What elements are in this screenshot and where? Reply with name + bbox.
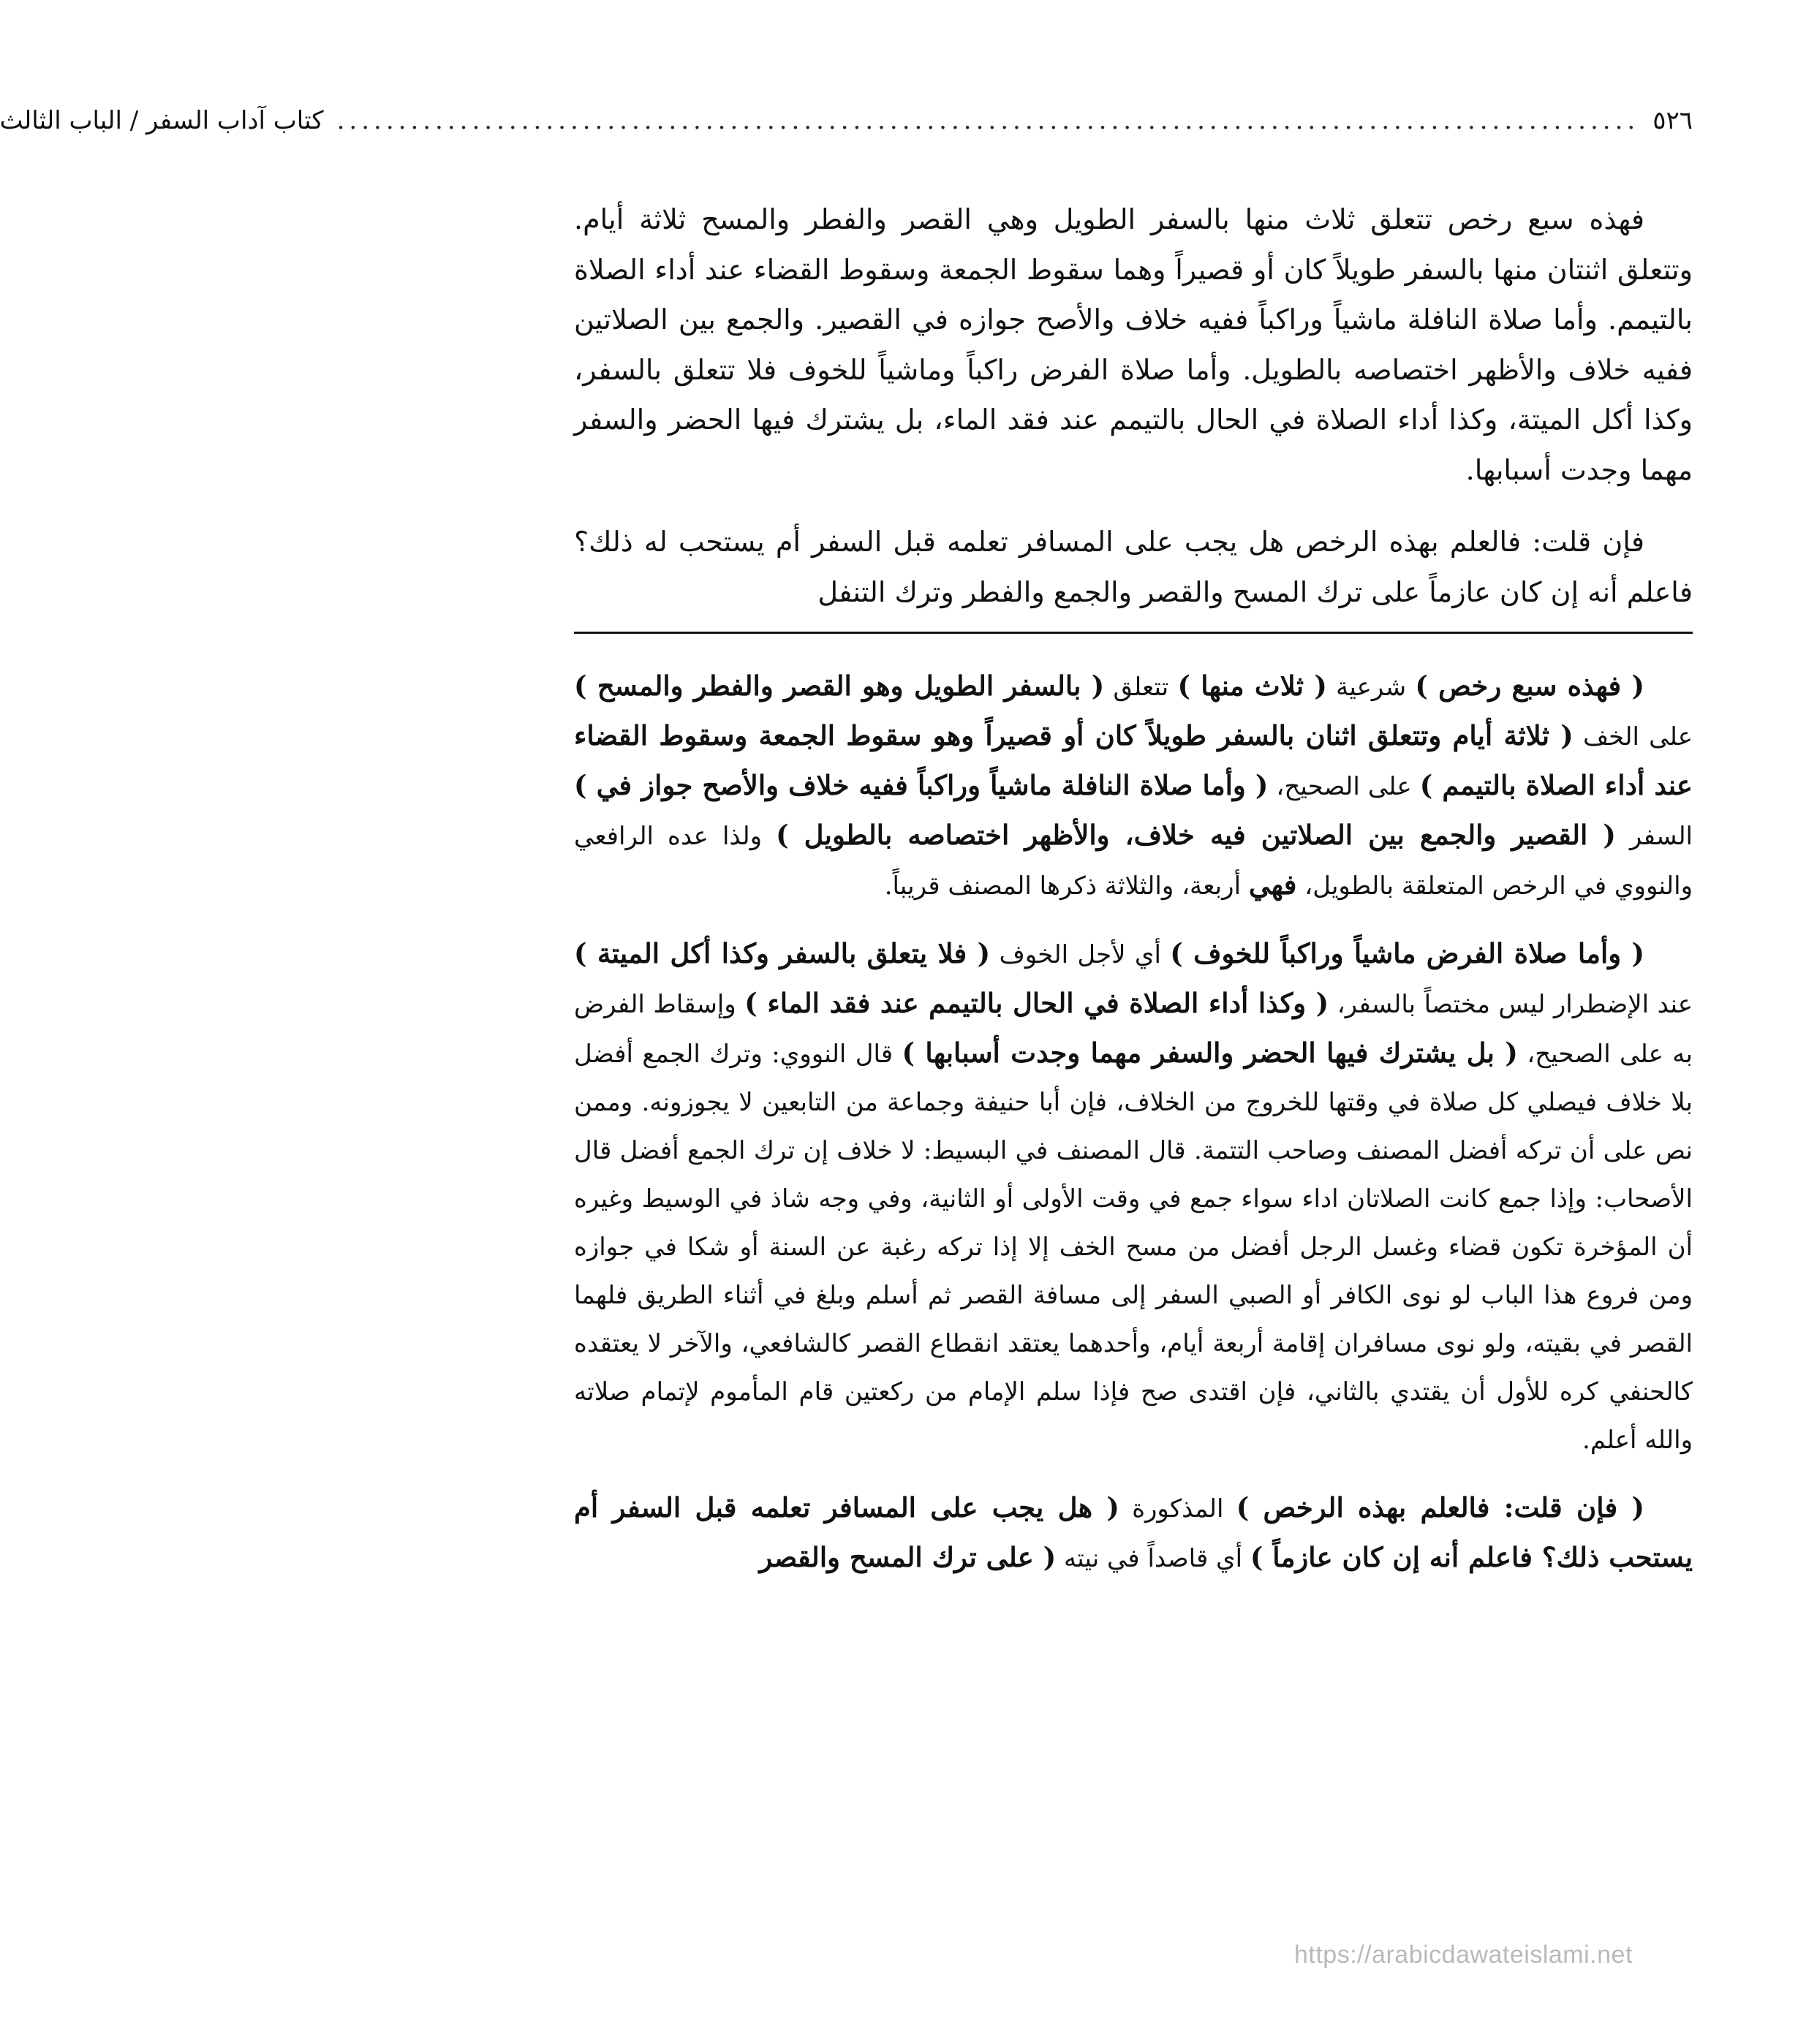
quoted-text: ( بل يشترك فيها الحضر والسفر مهما وجدت أسبابها ) bbox=[902, 1037, 1518, 1069]
running-title: كتاب آداب السفر / الباب الثالث bbox=[0, 106, 324, 135]
quoted-text: ( فإن قلت: فالعلم بهذه الرخص ) bbox=[1236, 1491, 1644, 1523]
quoted-text: ( على ترك المسح والقصر bbox=[759, 1541, 1057, 1573]
quoted-text: ( وأما صلاة الفرض ماشياً وراكباً للخوف ) bbox=[1170, 937, 1644, 969]
commentary-paragraph-2 bbox=[574, 929, 1693, 1464]
main-paragraph-2: فإن قلت: فالعلم بهذه الرخص هل يجب على المسافر تعلمه قبل السفر أم يستحب له ذلك؟ فاعلم أنه إن كان عازماً على ترك المسح والقصر والجمع والفطر وترك التنفل bbox=[574, 526, 1693, 608]
commentary bbox=[574, 662, 1693, 1583]
gloss-text: عند الإضطرار ليس مختصاً بالسفر، bbox=[1329, 990, 1693, 1019]
gloss-text: على الصحيح، bbox=[1268, 772, 1420, 801]
quoted-text: ( فهذه سبع رخص ) bbox=[1415, 670, 1645, 702]
page-header bbox=[0, 95, 1693, 146]
gloss-text: أي لأجل الخوف bbox=[990, 940, 1171, 969]
quoted-text: ( بالسفر الطويل وهو القصر والفطر والمسح ) bbox=[574, 670, 1105, 702]
quoted-text: ( ثلاثة أيام وتتعلق اثنان بالسفر طويلاً كان أو قصيراً وهو سقوط الجمعة وسقوط القضاء عند أداء الصلاة بالتيمم ) bbox=[574, 719, 1693, 801]
quoted-text: ( وكذا أداء الصلاة في الحال بالتيمم عند فقد الماء ) bbox=[744, 987, 1329, 1019]
page-number: ٥٢٦ bbox=[1652, 106, 1693, 135]
website-watermark: https://arabicdawateislami.net bbox=[1294, 1941, 1633, 1969]
gloss-text: تتعلق bbox=[1104, 673, 1178, 702]
quoted-text: ( فلا يتعلق بالسفر وكذا أكل الميتة ) bbox=[574, 937, 991, 969]
gloss-text: ولذا عده الرافعي والنووي في الرخص المتعلقة بالطويل، bbox=[574, 822, 1693, 901]
gloss-text: على الخف bbox=[1573, 722, 1693, 752]
quoted-text: ( القصير والجمع بين الصلاتين فيه خلاف، والأظهر اختصاصه بالطويل ) bbox=[776, 819, 1616, 851]
gloss-text: قال النووي: وترك الجمع أفضل بلا خلاف فيصلي كل صلاة في وقتها للخروج من الخلاف، فإن أبا حنيفة وجماعة من التابعين لا يجوزونه. وممن نص على أن تركه أفضل المصنف وصاحب التتمة. قال المصنف في البسيط: لا خلاف إن ترك الجمع أفضل قال الأصحاب: وإذا جمع كانت الصلاتان اداء سواء جمع في وقت الأولى أو الثانية، وفي وجه شاذ في الوسيط وغيره أن المؤخرة تكون قضاء وغسل الرجل أفضل من مسح الخف إلا إذا تركه رغبة عن السنة أو شكا في جوازه ومن فروع هذا الباب لو نوى الكافر أو الصبي السفر إلى مسافة القصر ثم أسلم وبلغ في أثناء الطريق فلهما القصر في بقيته، ولو نوى مسافران إقامة أربعة أيام، وأحدهما يعتقد انقطاع القصر كالشافعي، والآخر لا يعتقده كالحنفي كره للأول أن يقتدي بالثاني، فإن اقتدى صح فإذا سلم الإمام من ركعتين قام المأموم لإتمام صلاته والله أعلم. bbox=[574, 1040, 1693, 1455]
main-paragraph-1: فهذه سبع رخص تتعلق ثلاث منها بالسفر الطويل وهي القصر والفطر والمسح ثلاثة أيام. وتتعلق اثنتان منها بالسفر طويلاً كان أو قصيراً وهما سقوط الجمعة وسقوط القضاء عند أداء الصلاة بالتيمم. وأما صلاة النافلة ماشياً وراكباً ففيه خلاف والأصح جوازه في القصير. والجمع بين الصلاتين ففيه خلاف والأظهر اختصاصه بالطويل. وأما صلاة الفرض راكباً وماشياً للخوف فلا تتعلق بالسفر، وكذا أكل الميتة، وكذا أداء الصلاة في الحال بالتيمم عند فقد الماء، بل يشترك فيها الحضر والسفر مهما وجدت أسبابها. bbox=[574, 203, 1693, 486]
gloss-text: أربعة، والثلاثة ذكرها المصنف قريباً. bbox=[884, 871, 1249, 901]
gloss-text: أي قاصداً في نيته bbox=[1056, 1544, 1250, 1573]
quoted-text: فهي bbox=[1248, 868, 1297, 901]
gloss-text: السفر bbox=[1615, 822, 1693, 851]
book-page bbox=[0, 95, 1693, 2010]
gloss-text: المذكورة bbox=[1119, 1494, 1236, 1523]
commentary-paragraph-1 bbox=[574, 662, 1693, 910]
main-text bbox=[574, 194, 1693, 617]
commentary-paragraph-3 bbox=[574, 1483, 1693, 1583]
header-leader-dots: .......................................................................................................... bbox=[336, 106, 1640, 135]
quoted-text: ( ثلاث منها ) bbox=[1177, 670, 1327, 702]
gloss-text: شرعية bbox=[1326, 673, 1416, 702]
footnote-divider bbox=[574, 632, 1693, 634]
quoted-text: ( وأما صلاة النافلة ماشياً وراكباً ففيه خلاف والأصح جواز في ) bbox=[574, 769, 1269, 801]
quoted-text: ( هل يجب على المسافر تعلمه قبل السفر أم يستحب ذلك؟ فاعلم أنه إن كان عازماً ) bbox=[574, 1491, 1693, 1573]
gloss-text: وإسقاط الفرض به على الصحيح، bbox=[574, 990, 1693, 1069]
